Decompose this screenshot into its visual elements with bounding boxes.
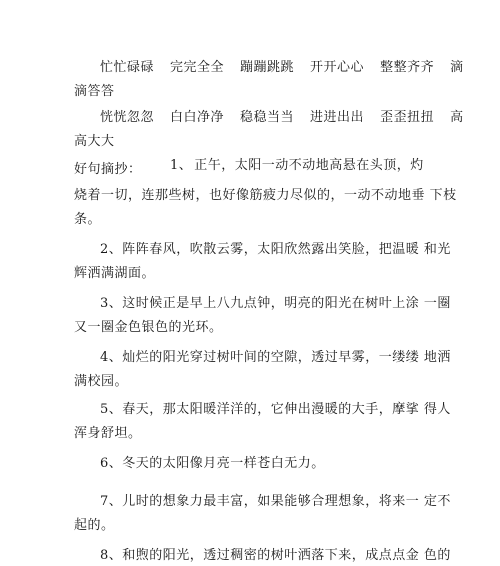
sentence-1-line-3: 条。 [74,212,102,227]
word-row-1 [100,60,464,76]
sentence-3-line-1: 3、这时候正是早上八九点钟，明亮的阳光在树叶上涂 一圈 [100,296,451,311]
sentence-7-line-2: 起的。 [74,518,115,533]
word: 进进出出 [310,110,365,125]
word: 蹦蹦跳跳 [240,60,295,75]
sentence-7-line-1: 7、儿时的想象力最丰富，如果能够合理想象，将来一 定不 [100,494,451,509]
sentence-5-line-2: 浑身舒坦。 [74,426,142,441]
word: 完完全全 [170,60,225,75]
sentence-prefix: 正午， [194,158,235,173]
section-label: 好句摘抄： [74,162,142,177]
word: 歪歪扭扭 [380,110,435,125]
sentence-2-line-2: 辉洒满湖面。 [74,266,156,281]
sentence-8-line-1: 8、和煦的阳光，透过稠密的树叶洒落下来，成点点金 色的 [100,548,451,563]
sentence-4-line-1: 4、灿烂的阳光穿过树叶间的空隙，透过早雾，一缕缕 地洒 [100,350,451,365]
word: 整整齐齐 [380,60,435,75]
sentence-5-line-1: 5、春天，那太阳暖洋洋的，它伸出漫暖的大手，摩挲 得人 [100,402,451,417]
word-row-2 [100,110,464,126]
word: 稳稳当当 [240,110,295,125]
word: 开开心心 [310,60,365,75]
sentence-4-line-2: 满校园。 [74,374,129,389]
word: 忙忙碌碌 [100,60,155,75]
sentence-3-line-2: 又一圈金色银色的光环。 [74,320,223,335]
word: 恍恍忽忽 [100,110,155,125]
sentence-2-line-1: 2、阵阵春风，吹散云雾，太阳欣然露出笑脸，把温暖 和光 [100,242,451,257]
word: 高 [450,110,464,125]
sentence-text: 太阳一动不动地高悬在头顶，灼 [234,158,424,173]
word: 滴 [450,60,464,75]
word-row-1-continuation: 滴答答 [74,84,115,99]
sentence-1-first-line [170,158,424,174]
word-row-2-continuation: 高大大 [74,134,115,149]
sentence-6-line-1: 6、冬天的太阳像月亮一样苍白无力。 [100,456,325,471]
sentence-1-line-2: 烧着一切，连那些树，也好像筋疲力尽似的，一动不动地垂 下枝 [74,188,457,203]
word: 白白净净 [170,110,225,125]
sentence-number: 1、 [170,158,193,173]
